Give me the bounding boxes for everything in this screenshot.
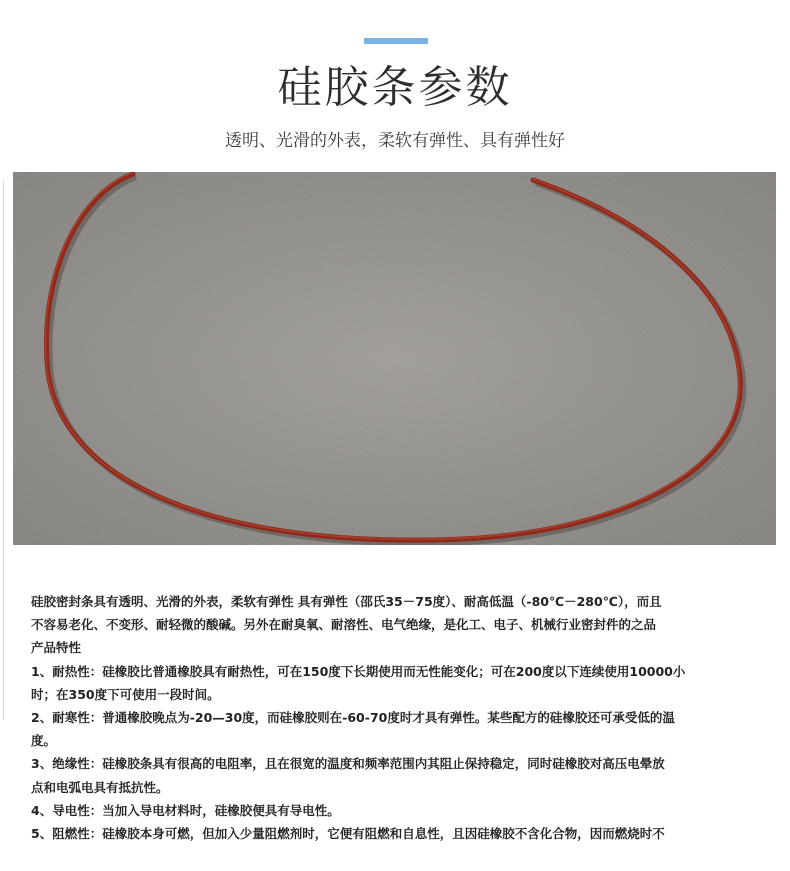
feature-insulation: 3、绝缘性：硅橡胶条具有很高的电阻率，且在很宽的温度和频率范围内其阻止保持稳定，同时硅橡胶对高压电晕放 [31, 756, 665, 772]
description-line: 不容易老化、不变形、耐轻微的酸碱。另外在耐臭氧、耐溶性、电气绝缘，是化工、电子、机械行业密封件的之品 [31, 617, 657, 633]
product-description [31, 590, 776, 845]
feature-insulation-cont: 点和电弧电具有抵抗性。 [31, 779, 169, 795]
feature-cold-resistance: 2、耐寒性：普通橡胶晚点为-20—30度，而硅橡胶则在-60-70度时才具有弹性。某些配方的硅橡胶还可承受低的温 [31, 710, 675, 726]
product-photo [13, 172, 776, 545]
page-title: 硅胶条参数 [277, 62, 513, 113]
feature-heat-resistance: 1、耐热性：硅橡胶比普通橡胶具有耐热性，可在150度下长期使用而无性能变化；可在200度以下连续使用10000小 [31, 663, 686, 679]
feature-conductivity: 4、导电性：当加入导电材料时，硅橡胶便具有导电性。 [31, 802, 340, 818]
feature-flame-retardancy: 5、阻燃性：硅橡胶本身可燃，但加入少量阻燃剂时，它便有阻燃和自息性，且因硅橡胶不含化合物，因而燃烧时不 [31, 826, 665, 842]
feature-cold-resistance-cont: 度。 [31, 733, 57, 749]
title-accent-bar [364, 38, 428, 44]
section-heading: 产品特性 [31, 640, 82, 656]
left-divider [3, 180, 4, 720]
feature-heat-resistance-cont: 时；在350度下可使用一段时间。 [31, 686, 220, 702]
description-line: 硅胶密封条具有透明、光滑的外表，柔软有弹性 具有弹性（邵氏35－75度）、耐高低温（-80℃－280℃），而且 [31, 594, 662, 609]
page-subtitle: 透明、光滑的外表，柔软有弹性、具有弹性好 [225, 131, 565, 151]
